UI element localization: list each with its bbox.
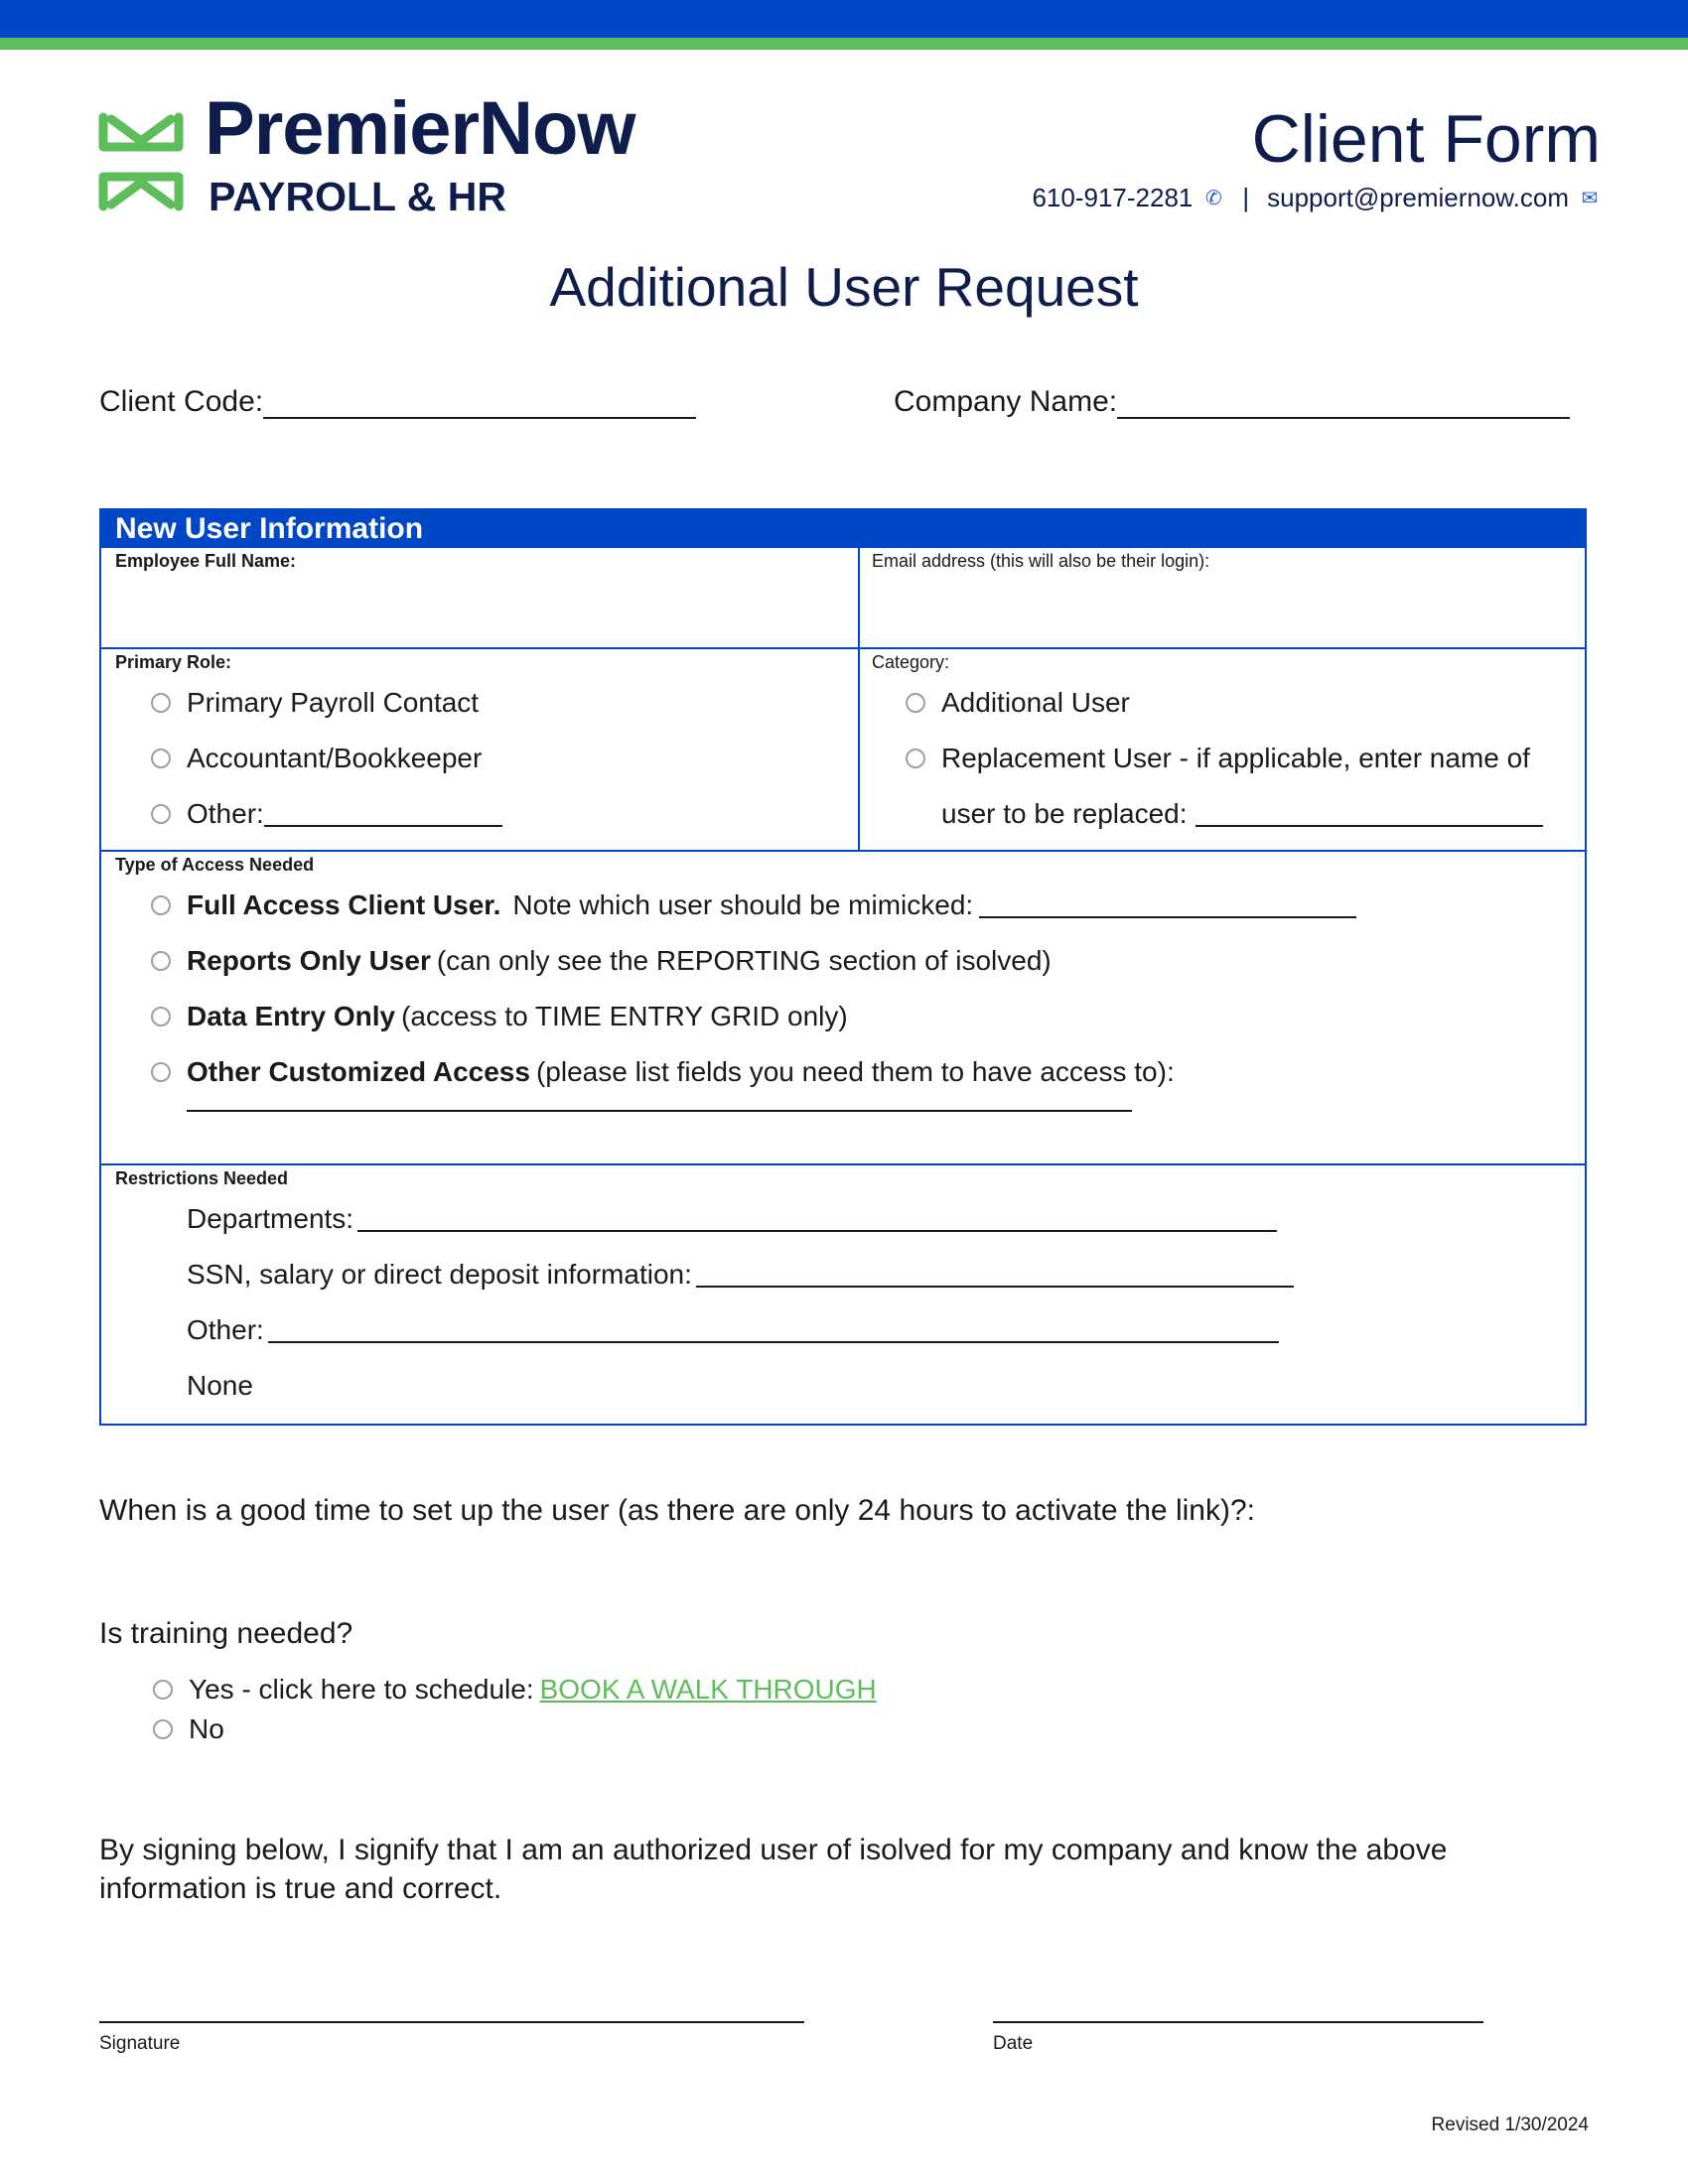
role-option-label: Other: xyxy=(187,798,264,829)
category-label: Category: xyxy=(872,652,950,672)
contact-separator: | xyxy=(1242,183,1250,212)
restriction-none[interactable] xyxy=(187,1372,253,1400)
restriction-other[interactable] xyxy=(187,1316,1279,1344)
radio-button[interactable] xyxy=(151,1062,171,1082)
role-option-label: Primary Payroll Contact xyxy=(187,687,480,718)
restriction-departments[interactable] xyxy=(187,1205,1277,1233)
brand-subtitle: PAYROLL & HR xyxy=(209,174,506,219)
radio-button[interactable] xyxy=(151,749,171,768)
radio-button[interactable] xyxy=(151,1007,171,1026)
employee-name-label: Employee Full Name: xyxy=(115,551,297,571)
radio-button[interactable] xyxy=(906,693,925,713)
signature-input[interactable] xyxy=(99,2021,804,2023)
support-email[interactable]: support@premiernow.com xyxy=(1267,183,1569,212)
departments-input[interactable] xyxy=(357,1206,1277,1232)
category-option-replacement[interactable] xyxy=(906,745,1530,772)
category-option-label: Additional User xyxy=(941,687,1130,718)
access-type-label: Type of Access Needed xyxy=(115,855,315,875)
access-option-title: Full Access Client User. xyxy=(187,889,501,920)
envelope-icon: ✉ xyxy=(1581,187,1599,209)
phone-number[interactable]: 610-917-2281 xyxy=(1032,183,1194,212)
restriction-departments-label: Departments: xyxy=(187,1203,354,1234)
client-code-input[interactable] xyxy=(263,387,696,419)
restriction-other-label: Other: xyxy=(187,1314,264,1345)
training-option-no[interactable] xyxy=(153,1715,224,1743)
date-input[interactable] xyxy=(993,2021,1483,2023)
custom-access-input[interactable] xyxy=(187,1110,1132,1112)
replaced-user-label: user to be replaced: xyxy=(941,798,1188,829)
radio-button[interactable] xyxy=(906,749,925,768)
primary-role-label: Primary Role: xyxy=(115,652,232,672)
access-option-desc: Note which user should be mimicked: xyxy=(512,889,974,920)
access-option-custom[interactable] xyxy=(151,1058,1175,1086)
form-title: Client Form xyxy=(1251,101,1601,177)
setup-time-question: When is a good time to set up the user (as there are only 24 hours to activate the link)?: xyxy=(99,1494,1255,1527)
mimic-user-input[interactable] xyxy=(979,892,1356,918)
radio-button[interactable] xyxy=(153,1719,173,1739)
table-heading: New User Information xyxy=(101,510,1585,548)
access-option-full[interactable] xyxy=(151,891,1356,919)
row-divider xyxy=(101,647,1585,649)
access-option-desc: (access to TIME ENTRY GRID only) xyxy=(401,1001,848,1031)
replaced-user-field[interactable] xyxy=(941,800,1543,828)
role-option-accountant[interactable] xyxy=(151,745,482,772)
radio-button[interactable] xyxy=(151,804,171,824)
restriction-other-input[interactable] xyxy=(268,1317,1279,1343)
radio-button[interactable] xyxy=(151,693,171,713)
book-walkthrough-link[interactable]: BOOK A WALK THROUGH xyxy=(539,1674,877,1705)
attestation-text xyxy=(99,1831,1589,1908)
row-divider xyxy=(101,1163,1585,1165)
role-other-input[interactable] xyxy=(264,801,502,827)
access-option-title: Other Customized Access xyxy=(187,1056,530,1087)
access-option-desc: (can only see the REPORTING section of isolved) xyxy=(436,945,1052,976)
replaced-user-input[interactable] xyxy=(1196,801,1543,827)
company-name-field[interactable] xyxy=(894,385,1570,419)
company-name-label: Company Name: xyxy=(894,385,1118,418)
ssn-input[interactable] xyxy=(696,1262,1294,1288)
revision-date: Revised 1/30/2024 xyxy=(1431,2115,1589,2135)
access-option-title: Reports Only User xyxy=(187,945,431,976)
training-yes-label: Yes - click here to schedule: xyxy=(189,1674,534,1705)
training-option-yes[interactable] xyxy=(153,1676,877,1704)
role-option-other[interactable] xyxy=(151,800,502,828)
category-option-label: Replacement User - if applicable, enter name of xyxy=(941,743,1530,773)
attestation-line-1: By signing below, I signify that I am an authorized user of isolved for my company and know the above xyxy=(99,1834,1448,1866)
signature-label: Signature xyxy=(99,2033,181,2054)
header-green-bar xyxy=(0,38,1688,50)
access-option-desc: (please list fields you need them to have access to): xyxy=(535,1056,1175,1087)
radio-button[interactable] xyxy=(153,1680,173,1700)
training-question: Is training needed? xyxy=(99,1617,353,1650)
radio-button[interactable] xyxy=(151,951,171,971)
contact-info xyxy=(1032,183,1601,213)
radio-button[interactable] xyxy=(151,895,171,915)
access-option-title: Data Entry Only xyxy=(187,1001,396,1031)
access-option-reports[interactable] xyxy=(151,947,1052,975)
restriction-ssn[interactable] xyxy=(187,1261,1294,1289)
brand-name: PremierNow xyxy=(205,86,635,171)
client-code-label: Client Code: xyxy=(99,385,264,418)
role-option-primary-payroll[interactable] xyxy=(151,689,479,717)
page-title: Additional User Request xyxy=(549,256,1139,318)
company-name-input[interactable] xyxy=(1117,387,1570,419)
restriction-ssn-label: SSN, salary or direct deposit information: xyxy=(187,1259,692,1290)
column-divider xyxy=(858,548,860,850)
phone-icon: ✆ xyxy=(1204,187,1222,209)
header-blue-bar xyxy=(0,0,1688,38)
attestation-line-2: information is true and correct. xyxy=(99,1872,502,1905)
category-option-additional[interactable] xyxy=(906,689,1130,717)
new-user-info-table xyxy=(99,508,1587,1426)
role-option-label: Accountant/Bookkeeper xyxy=(187,743,483,773)
restriction-none-label: None xyxy=(187,1370,253,1401)
client-code-field[interactable] xyxy=(99,385,696,419)
row-divider xyxy=(101,850,1585,852)
email-label: Email address (this will also be their login): xyxy=(872,551,1210,571)
premiernow-logo-icon xyxy=(95,107,187,216)
training-no-label: No xyxy=(189,1713,224,1744)
date-label: Date xyxy=(993,2033,1034,2054)
access-option-data-entry[interactable] xyxy=(151,1003,848,1030)
restrictions-label: Restrictions Needed xyxy=(115,1168,289,1188)
